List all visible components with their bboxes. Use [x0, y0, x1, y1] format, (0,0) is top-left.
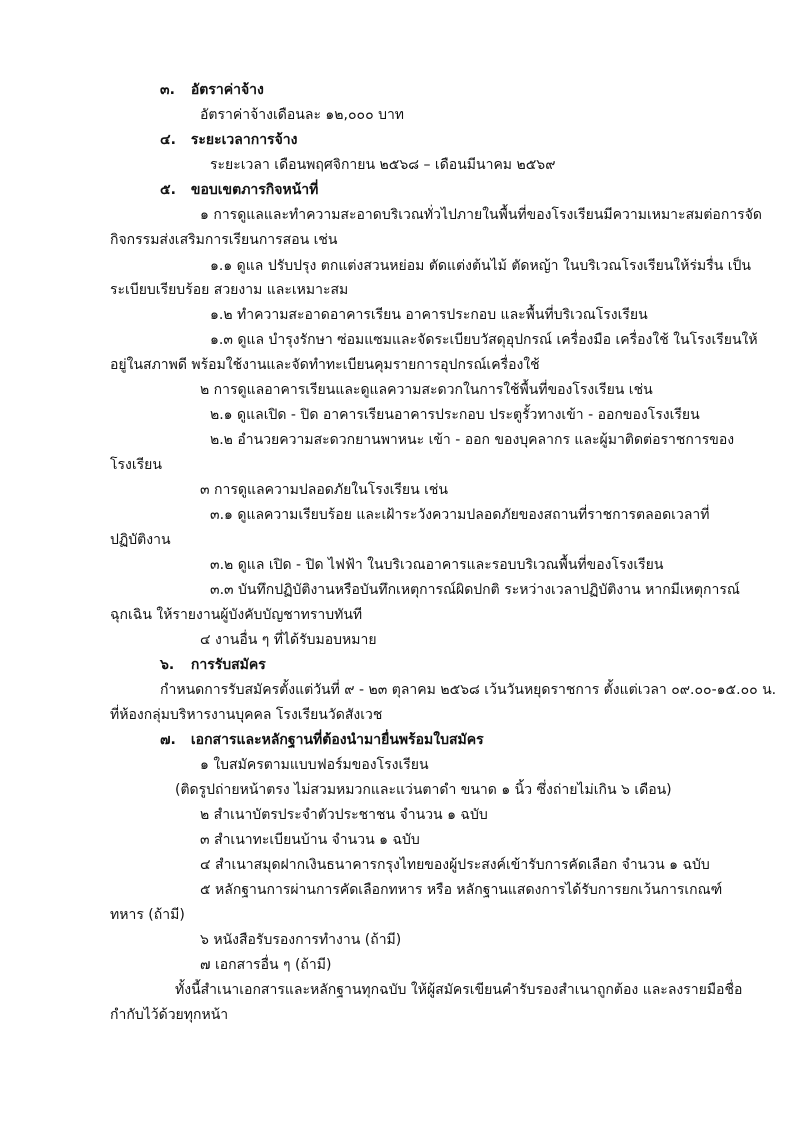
- document-line: ๗ เอกสารอื่น ๆ (ถ้ามี): [200, 957, 332, 973]
- duty-line: อยู่ในสภาพดี พร้อมใช้งานและจัดทำทะเบียนคุมรายการอุปกรณ์เครื่องใช้: [110, 357, 540, 373]
- section-4-title: ระยะเวลาการจ้าง: [190, 132, 298, 148]
- duty-line: ๑.๑ ดูแล ปรับปรุง ตกแต่งสวนหย่อม ตัดแต่งต้นไม้ ตัดหญ้า ในบริเวณโรงเรียนให้ร่มรื่น เป็น: [210, 258, 751, 274]
- duty-line: โรงเรียน: [110, 457, 162, 473]
- section-5-heading: [160, 180, 318, 200]
- section-6-heading: [160, 655, 266, 675]
- duty-line: ๒.๑ ดูแลเปิด - ปิด อาคารเรียนอาคารประกอบ ประตูรั้วทางเข้า - ออกของโรงเรียน: [210, 407, 700, 423]
- duty-line: ๔ งานอื่น ๆ ที่ได้รับมอบหมาย: [200, 632, 377, 648]
- section-4-heading: [160, 130, 297, 150]
- document-line: ๑ ใบสมัครตามแบบฟอร์มของโรงเรียน: [200, 757, 429, 773]
- document-line: ทหาร (ถ้ามี): [110, 907, 185, 923]
- section-3-title: อัตราค่าจ้าง: [190, 82, 264, 98]
- duty-line: ปฏิบัติงาน: [110, 532, 171, 548]
- duty-line: ๑ การดูแลและทำความสะอาดบริเวณทั่วไปภายในพื้นที่ของโรงเรียนมีความเหมาะสมต่อการจัด: [200, 207, 762, 223]
- duty-line: ๓ การดูแลความปลอดภัยในโรงเรียน เช่น: [200, 482, 448, 498]
- section-6-number: ๖.: [160, 657, 175, 673]
- duty-line: ๓.๑ ดูแลความเรียบร้อย และเฝ้าระวังความปลอดภัยของสถานที่ราชการตลอดเวลาที่: [210, 507, 710, 523]
- duty-line: ๓.๒ ดูแล เปิด - ปิด ไฟฟ้า ในบริเวณอาคารและรอบบริเวณพื้นที่ของโรงเรียน: [210, 557, 664, 573]
- duty-line: ระเบียบเรียบร้อย สวยงาม และเหมาะสม: [110, 282, 349, 298]
- section-4-number: ๔.: [160, 132, 176, 148]
- document-line: ๓ สำเนาทะเบียนบ้าน จำนวน ๑ ฉบับ: [200, 832, 420, 848]
- duty-line: ๓.๓ บันทึกปฏิบัติงานหรือบันทึกเหตุการณ์ผิดปกติ ระหว่างเวลาปฏิบัติงาน หากมีเหตุการณ์: [210, 582, 740, 598]
- duty-line: ๑.๓ ดูแล บำรุงรักษา ซ่อมแซมและจัดระเบียบวัสดุอุปกรณ์ เครื่องมือ เครื่องใช้ ในโรงเรียนให้: [210, 332, 758, 348]
- section-6-title: การรับสมัคร: [190, 657, 266, 673]
- section-7-heading: [160, 730, 484, 750]
- document-line: (ติดรูปถ่ายหน้าตรง ไม่สวมหมวกและแว่นตาดำ ขนาด ๑ นิ้ว ซึ่งถ่ายไม่เกิน ๖ เดือน): [175, 782, 672, 798]
- section-3-number: ๓.: [160, 82, 175, 98]
- section-5-title: ขอบเขตภารกิจหน้าที่: [190, 182, 319, 198]
- document-line: กำกับไว้ด้วยทุกหน้า: [110, 1007, 229, 1023]
- employment-period-text: ระยะเวลา เดือนพฤศจิกายน ๒๕๖๘ – เดือนมีนาคม ๒๕๖๙: [210, 157, 556, 173]
- wage-text: อัตราค่าจ้างเดือนละ ๑๒,๐๐๐ บาท: [200, 107, 405, 123]
- document-line: ๒ สำเนาบัตรประจำตัวประชาชน จำนวน ๑ ฉบับ: [200, 807, 488, 823]
- application-line: ที่ห้องกลุ่มบริหารงานบุคคล โรงเรียนวัดสังเวช: [110, 707, 383, 723]
- section-7-number: ๗.: [160, 732, 176, 748]
- duty-line: ๑.๒ ทำความสะอาดอาคารเรียน อาคารประกอบ และพื้นที่บริเวณโรงเรียน: [210, 307, 648, 323]
- section-5-number: ๕.: [160, 182, 176, 198]
- section-7-title: เอกสารและหลักฐานที่ต้องนำมายื่นพร้อมใบสมัคร: [190, 732, 484, 748]
- duty-line: ๒.๒ อำนวยความสะดวกยานพาหนะ เข้า - ออก ของบุคลากร และผู้มาติดต่อราชการของ: [210, 432, 735, 448]
- application-line: กำหนดการรับสมัครตั้งแต่วันที่ ๙ - ๒๓ ตุลาคม ๒๕๖๘ เว้นวันหยุดราชการ ตั้งแต่เวลา ๐๙.๐๐-๑๕.๐๐ น.: [160, 682, 777, 698]
- section-3-heading: [160, 80, 264, 100]
- duty-line: ฉุกเฉิน ให้รายงานผู้บังคับบัญชาทราบทันที: [110, 607, 363, 623]
- document-line: ทั้งนี้สำเนาเอกสารและหลักฐานทุกฉบับ ให้ผู้สมัครเขียนคำรับรองสำเนาถูกต้อง และลงรายมือชื่อ: [175, 982, 743, 998]
- document-line: ๖ หนังสือรับรองการทำงาน (ถ้ามี): [200, 932, 402, 948]
- document-line: ๕ หลักฐานการผ่านการคัดเลือกทหาร หรือ หลักฐานแสดงการได้รับการยกเว้นการเกณฑ์: [200, 882, 723, 898]
- duty-line: กิจกรรมส่งเสริมการเรียนการสอน เช่น: [110, 232, 338, 248]
- duty-line: ๒ การดูแลอาคารเรียนและดูแลความสะดวกในการใช้พื้นที่ของโรงเรียน เช่น: [200, 382, 653, 398]
- document-line: ๔ สำเนาสมุดฝากเงินธนาคารกรุงไทยของผู้ประสงค์เข้ารับการคัดเลือก จำนวน ๑ ฉบับ: [200, 857, 710, 873]
